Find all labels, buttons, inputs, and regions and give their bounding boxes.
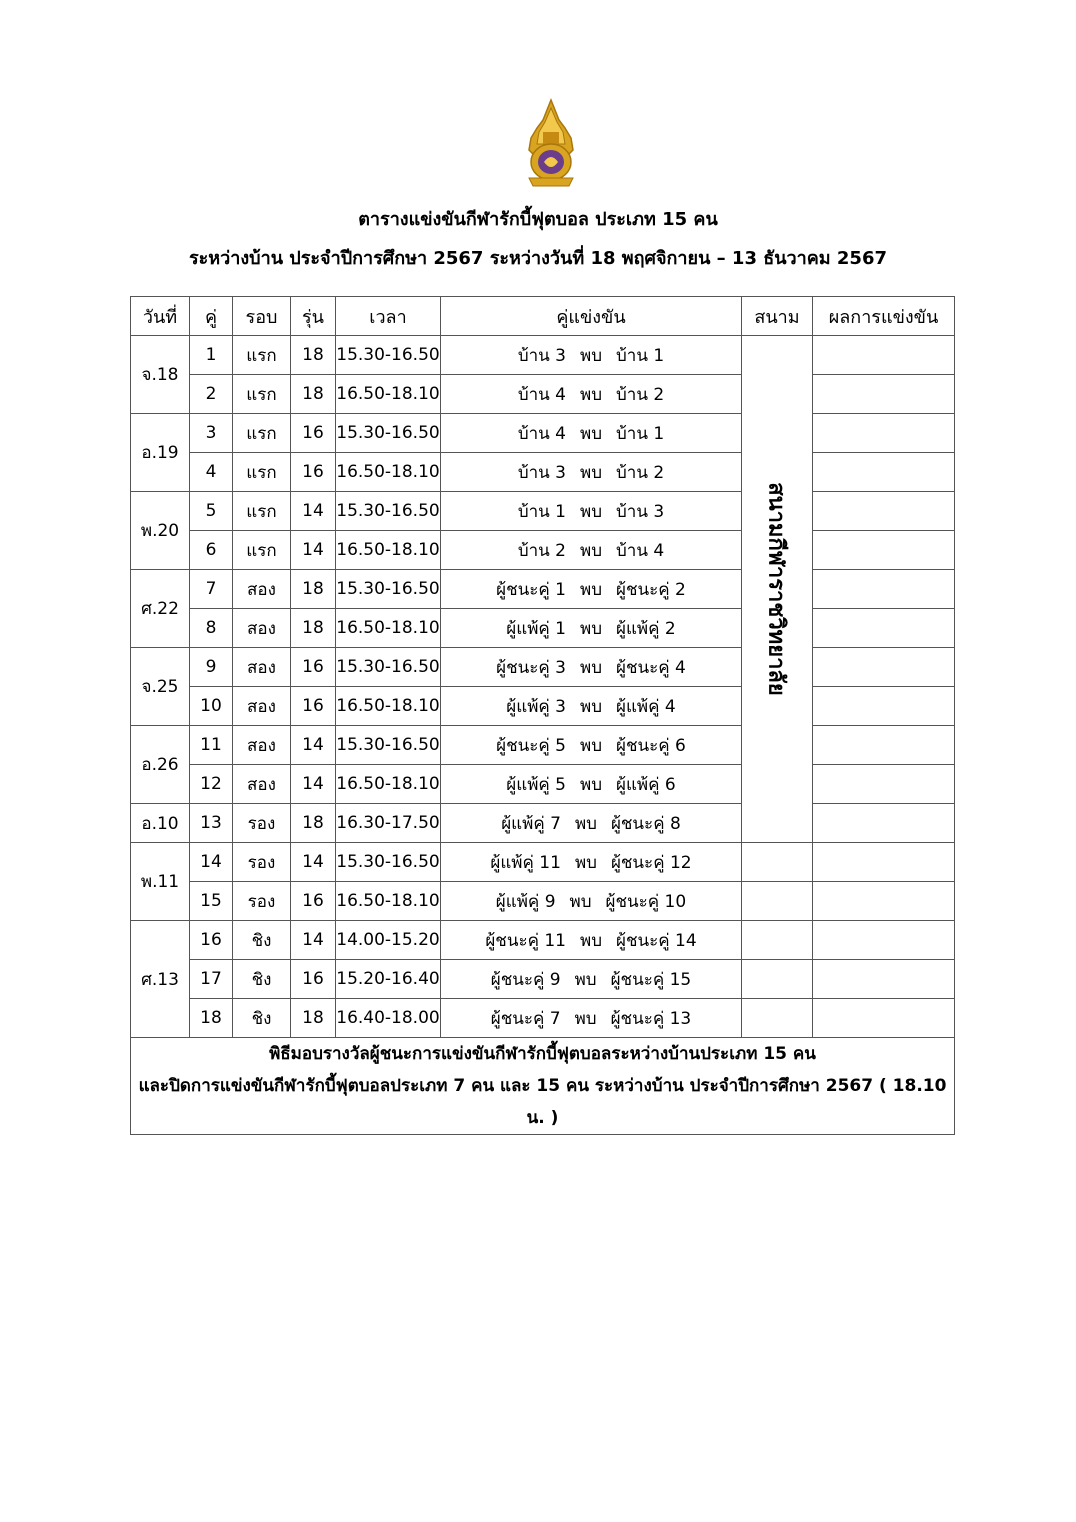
header-round: รอบ: [233, 297, 291, 336]
result-cell: [813, 960, 955, 999]
team-a: ผู้ชนะคู่ 3: [496, 657, 566, 678]
result-cell: [813, 609, 955, 648]
result-cell: [813, 765, 955, 804]
team-b: ผู้แพ้คู่ 4: [616, 696, 676, 717]
age-cell: 16: [291, 960, 336, 999]
time-cell: 16.50-18.10: [336, 609, 441, 648]
pair-cell: 17: [190, 960, 233, 999]
vs-label: พบ: [580, 735, 602, 756]
match-cell: [441, 999, 742, 1038]
result-cell: [813, 726, 955, 765]
time-cell: 16.50-18.10: [336, 882, 441, 921]
match-cell: [441, 804, 742, 843]
team-b: ผู้ชนะคู่ 10: [605, 891, 687, 912]
ceremony-note: [131, 1038, 955, 1135]
result-cell: [813, 921, 955, 960]
round-cell: แรก: [233, 375, 291, 414]
result-cell: [813, 687, 955, 726]
team-a: ผู้ชนะคู่ 1: [496, 579, 566, 600]
time-cell: 16.50-18.10: [336, 453, 441, 492]
team-a: ผู้แพ้คู่ 9: [495, 891, 556, 912]
team-a: ผู้ชนะคู่ 9: [490, 969, 561, 990]
vs-label: พบ: [580, 696, 602, 717]
match-cell: [441, 375, 742, 414]
pair-cell: 14: [190, 843, 233, 882]
match-cell: [441, 531, 742, 570]
day-cell: พ.20: [131, 492, 190, 570]
result-cell: [813, 531, 955, 570]
team-b: ผู้แพ้คู่ 6: [616, 774, 676, 795]
round-cell: สอง: [233, 726, 291, 765]
match-cell: [441, 687, 742, 726]
venue-blank-cell: [742, 921, 813, 960]
round-cell: รอง: [233, 843, 291, 882]
day-cell: อ.26: [131, 726, 190, 804]
match-cell: [441, 492, 742, 531]
table-footer-row: [131, 1038, 955, 1135]
team-b: ผู้ชนะคู่ 6: [616, 735, 686, 756]
team-a: บ้าน 3: [517, 462, 566, 483]
table-row: [131, 648, 955, 687]
team-a: ผู้ชนะคู่ 11: [485, 930, 566, 951]
table-row: [131, 804, 955, 843]
match-cell: [441, 882, 742, 921]
round-cell: รอง: [233, 804, 291, 843]
pair-cell: 6: [190, 531, 233, 570]
team-b: บ้าน 2: [616, 462, 665, 483]
header-pair: คู่: [190, 297, 233, 336]
result-cell: [813, 882, 955, 921]
table-row: [131, 492, 955, 531]
pair-cell: 1: [190, 336, 233, 375]
pair-cell: 5: [190, 492, 233, 531]
venue-name: สนามกีฬาราชวิทยาลัย: [763, 482, 789, 696]
table-row: [131, 687, 955, 726]
round-cell: ชิง: [233, 999, 291, 1038]
vs-label: พบ: [580, 540, 602, 561]
round-cell: สอง: [233, 609, 291, 648]
age-cell: 18: [291, 570, 336, 609]
team-b: บ้าน 1: [616, 423, 665, 444]
header-venue: สนาม: [742, 297, 813, 336]
result-cell: [813, 804, 955, 843]
age-cell: 18: [291, 336, 336, 375]
round-cell: ชิง: [233, 921, 291, 960]
age-cell: 14: [291, 843, 336, 882]
day-cell: จ.18: [131, 336, 190, 414]
team-b: บ้าน 3: [616, 501, 665, 522]
team-a: ผู้แพ้คู่ 5: [506, 774, 566, 795]
match-cell: [441, 336, 742, 375]
age-cell: 16: [291, 648, 336, 687]
venue-blank-cell: [742, 882, 813, 921]
venue-blank-cell: [742, 960, 813, 999]
vs-label: พบ: [580, 618, 602, 639]
team-b: ผู้ชนะคู่ 2: [616, 579, 686, 600]
result-cell: [813, 336, 955, 375]
vs-label: พบ: [580, 774, 602, 795]
match-cell: [441, 453, 742, 492]
table-row: [131, 414, 955, 453]
vs-label: พบ: [580, 657, 602, 678]
vs-label: พบ: [569, 891, 592, 912]
team-a: ผู้แพ้คู่ 1: [506, 618, 566, 639]
document-title: ตารางแข่งขันกีฬารักบี้ฟุตบอล ประเภท 15 คน: [358, 209, 718, 230]
age-cell: 18: [291, 375, 336, 414]
result-cell: [813, 648, 955, 687]
table-header-row: [131, 297, 955, 336]
team-a: บ้าน 4: [517, 384, 566, 405]
table-row: [131, 570, 955, 609]
vs-label: พบ: [580, 384, 602, 405]
age-cell: 18: [291, 609, 336, 648]
time-cell: 16.30-17.50: [336, 804, 441, 843]
vs-label: พบ: [580, 501, 602, 522]
team-b: ผู้ชนะคู่ 12: [610, 852, 692, 873]
vs-label: พบ: [580, 930, 602, 951]
team-b: ผู้ชนะคู่ 8: [610, 813, 681, 834]
age-cell: 18: [291, 999, 336, 1038]
match-cell: [441, 570, 742, 609]
pair-cell: 13: [190, 804, 233, 843]
vs-label: พบ: [580, 423, 602, 444]
day-cell: ศ.22: [131, 570, 190, 648]
team-b: ผู้แพ้คู่ 2: [616, 618, 676, 639]
vs-label: พบ: [580, 462, 602, 483]
age-cell: 18: [291, 804, 336, 843]
team-b: ผู้ชนะคู่ 15: [610, 969, 692, 990]
round-cell: สอง: [233, 687, 291, 726]
team-a: ผู้ชนะคู่ 5: [496, 735, 566, 756]
vs-label: พบ: [580, 579, 602, 600]
vs-label: พบ: [574, 969, 597, 990]
pair-cell: 12: [190, 765, 233, 804]
team-a: บ้าน 3: [517, 345, 566, 366]
header-age: รุ่น: [291, 297, 336, 336]
table-row: [131, 999, 955, 1038]
pair-cell: 18: [190, 999, 233, 1038]
time-cell: 15.30-16.50: [336, 648, 441, 687]
table-row: [131, 960, 955, 999]
age-cell: 14: [291, 921, 336, 960]
day-cell: อ.19: [131, 414, 190, 492]
table-row: [131, 726, 955, 765]
header-time: เวลา: [336, 297, 441, 336]
vs-label: พบ: [574, 852, 597, 873]
match-cell: [441, 648, 742, 687]
time-cell: 15.30-16.50: [336, 570, 441, 609]
pair-cell: 4: [190, 453, 233, 492]
day-cell: อ.10: [131, 804, 190, 843]
match-cell: [441, 843, 742, 882]
day-cell: พ.11: [131, 843, 190, 921]
team-a: บ้าน 4: [517, 423, 566, 444]
team-b: บ้าน 1: [616, 345, 665, 366]
result-cell: [813, 414, 955, 453]
vs-label: พบ: [574, 1008, 597, 1029]
team-b: ผู้ชนะคู่ 13: [610, 1008, 692, 1029]
time-cell: 15.20-16.40: [336, 960, 441, 999]
ceremony-note-line2: และปิดการแข่งขันกีฬารักบี้ฟุตบอลประเภท 7 คน และ 15 คน ระหว่างบ้าน ประจำปีการศึกษา 2567 ( 18.10 น. ): [138, 1076, 947, 1128]
header-match: คู่แข่งขัน: [441, 297, 742, 336]
match-cell: [441, 921, 742, 960]
table-row: [131, 453, 955, 492]
match-cell: [441, 726, 742, 765]
match-cell: [441, 960, 742, 999]
match-cell: [441, 765, 742, 804]
table-row: [131, 609, 955, 648]
schedule-table: [130, 296, 955, 1135]
team-b: ผู้ชนะคู่ 14: [616, 930, 697, 951]
time-cell: 15.30-16.50: [336, 492, 441, 531]
team-a: บ้าน 2: [517, 540, 566, 561]
team-a: ผู้แพ้คู่ 3: [506, 696, 566, 717]
time-cell: 15.30-16.50: [336, 414, 441, 453]
time-cell: 16.50-18.10: [336, 687, 441, 726]
team-a: ผู้แพ้คู่ 11: [490, 852, 561, 873]
pair-cell: 10: [190, 687, 233, 726]
round-cell: แรก: [233, 492, 291, 531]
header-day: วันที่: [131, 297, 190, 336]
time-cell: 16.40-18.00: [336, 999, 441, 1038]
pair-cell: 2: [190, 375, 233, 414]
round-cell: แรก: [233, 531, 291, 570]
venue-blank-cell: [742, 999, 813, 1038]
age-cell: 16: [291, 414, 336, 453]
round-cell: สอง: [233, 648, 291, 687]
age-cell: 14: [291, 726, 336, 765]
table-row: [131, 882, 955, 921]
pair-cell: 8: [190, 609, 233, 648]
document-subtitle: ระหว่างบ้าน ประจำปีการศึกษา 2567 ระหว่างวันที่ 18 พฤศจิกายน – 13 ธันวาคม 2567: [188, 248, 888, 269]
age-cell: 16: [291, 882, 336, 921]
round-cell: ชิง: [233, 960, 291, 999]
table-row: [131, 843, 955, 882]
age-cell: 14: [291, 765, 336, 804]
vs-label: พบ: [574, 813, 597, 834]
result-cell: [813, 843, 955, 882]
table-row: [131, 921, 955, 960]
vs-label: พบ: [580, 345, 602, 366]
pair-cell: 16: [190, 921, 233, 960]
team-a: ผู้แพ้คู่ 7: [501, 813, 561, 834]
result-cell: [813, 492, 955, 531]
age-cell: 16: [291, 453, 336, 492]
age-cell: 16: [291, 687, 336, 726]
time-cell: 15.30-16.50: [336, 843, 441, 882]
round-cell: แรก: [233, 453, 291, 492]
team-a: บ้าน 1: [517, 501, 566, 522]
venue-blank-cell: [742, 843, 813, 882]
age-cell: 14: [291, 531, 336, 570]
school-emblem-icon: [519, 98, 583, 188]
time-cell: 16.50-18.10: [336, 531, 441, 570]
result-cell: [813, 570, 955, 609]
time-cell: 14.00-15.20: [336, 921, 441, 960]
venue-cell: [742, 336, 813, 843]
pair-cell: 15: [190, 882, 233, 921]
table-row: [131, 531, 955, 570]
match-cell: [441, 609, 742, 648]
table-row: [131, 375, 955, 414]
day-cell: จ.25: [131, 648, 190, 726]
age-cell: 14: [291, 492, 336, 531]
team-b: บ้าน 2: [616, 384, 665, 405]
time-cell: 15.30-16.50: [336, 336, 441, 375]
round-cell: สอง: [233, 765, 291, 804]
day-cell: ศ.13: [131, 921, 190, 1038]
table-row: [131, 336, 955, 375]
table-row: [131, 765, 955, 804]
time-cell: 15.30-16.50: [336, 726, 441, 765]
pair-cell: 11: [190, 726, 233, 765]
team-a: ผู้ชนะคู่ 7: [490, 1008, 561, 1029]
team-b: ผู้ชนะคู่ 4: [616, 657, 686, 678]
result-cell: [813, 375, 955, 414]
time-cell: 16.50-18.10: [336, 375, 441, 414]
result-cell: [813, 453, 955, 492]
round-cell: แรก: [233, 336, 291, 375]
result-cell: [813, 999, 955, 1038]
header-result: ผลการแข่งขัน: [813, 297, 955, 336]
round-cell: สอง: [233, 570, 291, 609]
round-cell: รอง: [233, 882, 291, 921]
pair-cell: 7: [190, 570, 233, 609]
pair-cell: 9: [190, 648, 233, 687]
ceremony-note-line1: พิธีมอบรางวัลผู้ชนะการแข่งขันกีฬารักบี้ฟุตบอลระหว่างบ้านประเภท 15 คน: [269, 1044, 816, 1064]
time-cell: 16.50-18.10: [336, 765, 441, 804]
round-cell: แรก: [233, 414, 291, 453]
team-b: บ้าน 4: [616, 540, 665, 561]
pair-cell: 3: [190, 414, 233, 453]
match-cell: [441, 414, 742, 453]
